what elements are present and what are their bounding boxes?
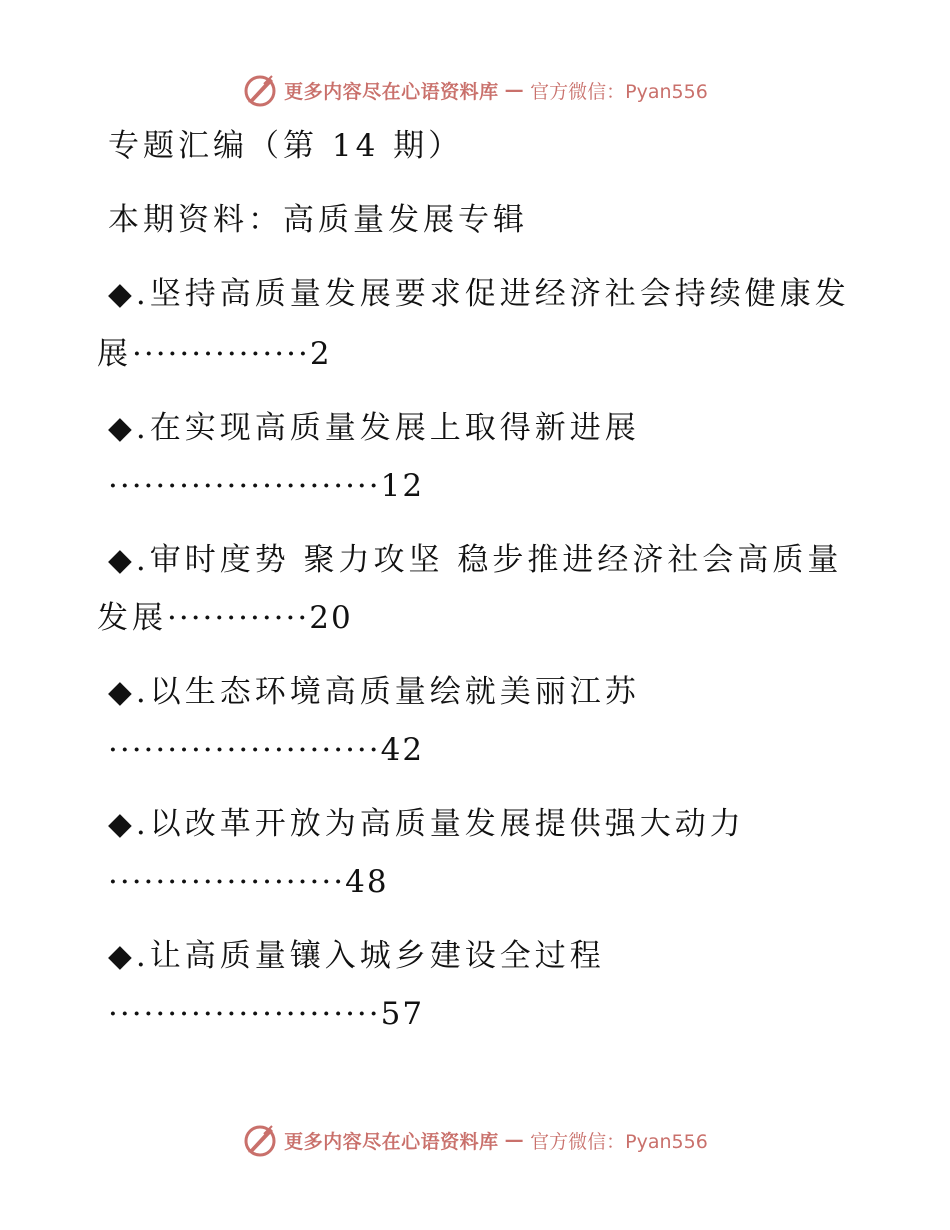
quill-logo-icon bbox=[242, 72, 278, 108]
toc-entry-6-leader-row[interactable] bbox=[108, 994, 424, 1034]
toc-entry-5-leader-row[interactable] bbox=[108, 862, 389, 902]
series-title: 专题汇编（第 14 期） bbox=[108, 128, 464, 164]
toc-entry-3-leader: ············ bbox=[167, 600, 310, 636]
toc-entry-6-page: 57 bbox=[380, 996, 425, 1032]
watermark-banner-bottom bbox=[0, 1120, 950, 1160]
watermark-text: 更多内容尽在心语资料库 bbox=[284, 80, 499, 103]
watermark-dash: — bbox=[504, 79, 525, 101]
toc-entry-6-title[interactable]: ◆.让高质量镶入城乡建设全过程 bbox=[108, 938, 605, 974]
watermark-wechat: 官方微信：Pyan556 bbox=[530, 80, 708, 103]
toc-entry-6-leader: ······················· bbox=[108, 996, 381, 1032]
toc-entry-3-title-cont: 发展 bbox=[97, 600, 167, 636]
toc-entry-5-page: 48 bbox=[345, 864, 389, 900]
toc-entry-2-leader: ······················· bbox=[108, 468, 381, 504]
toc-entry-3-leader-row[interactable] bbox=[97, 598, 353, 638]
toc-entry-4-leader-row[interactable] bbox=[108, 730, 424, 770]
toc-entry-1-leader-row[interactable] bbox=[97, 334, 332, 374]
toc-entry-2-title[interactable]: ◆.在实现高质量发展上取得新进展 bbox=[108, 410, 640, 446]
toc-entry-3-title[interactable]: ◆.审时度势 聚力攻坚 稳步推进经济社会高质量 bbox=[108, 542, 843, 578]
toc-entry-5-leader: ···················· bbox=[108, 864, 346, 900]
toc-entry-1-page: 2 bbox=[309, 336, 332, 372]
toc-entry-1-title-cont: 展 bbox=[97, 336, 132, 372]
watermark-text: 更多内容尽在心语资料库 bbox=[284, 1130, 499, 1153]
toc-entry-5-title[interactable]: ◆.以改革开放为高质量发展提供强大动力 bbox=[108, 806, 745, 842]
toc-entry-4-title[interactable]: ◆.以生态环境高质量绘就美丽江苏 bbox=[108, 674, 640, 710]
toc-entry-2-page: 12 bbox=[380, 468, 425, 504]
watermark-dash: — bbox=[504, 1129, 525, 1151]
toc-entry-1-title[interactable]: ◆.坚持高质量发展要求促进经济社会持续健康发 bbox=[108, 276, 850, 312]
toc-entry-2-leader-row[interactable] bbox=[108, 466, 424, 506]
toc-entry-3-page: 20 bbox=[309, 600, 353, 636]
toc-entry-1-leader: ··············· bbox=[132, 336, 310, 372]
watermark-banner-top bbox=[0, 70, 950, 110]
topic-title: 本期资料：高质量发展专辑 bbox=[108, 202, 528, 238]
toc-entry-4-page: 42 bbox=[380, 732, 425, 768]
watermark-wechat: 官方微信：Pyan556 bbox=[530, 1130, 708, 1153]
quill-logo-icon bbox=[242, 1122, 278, 1158]
toc-entry-4-leader: ······················· bbox=[108, 732, 381, 768]
